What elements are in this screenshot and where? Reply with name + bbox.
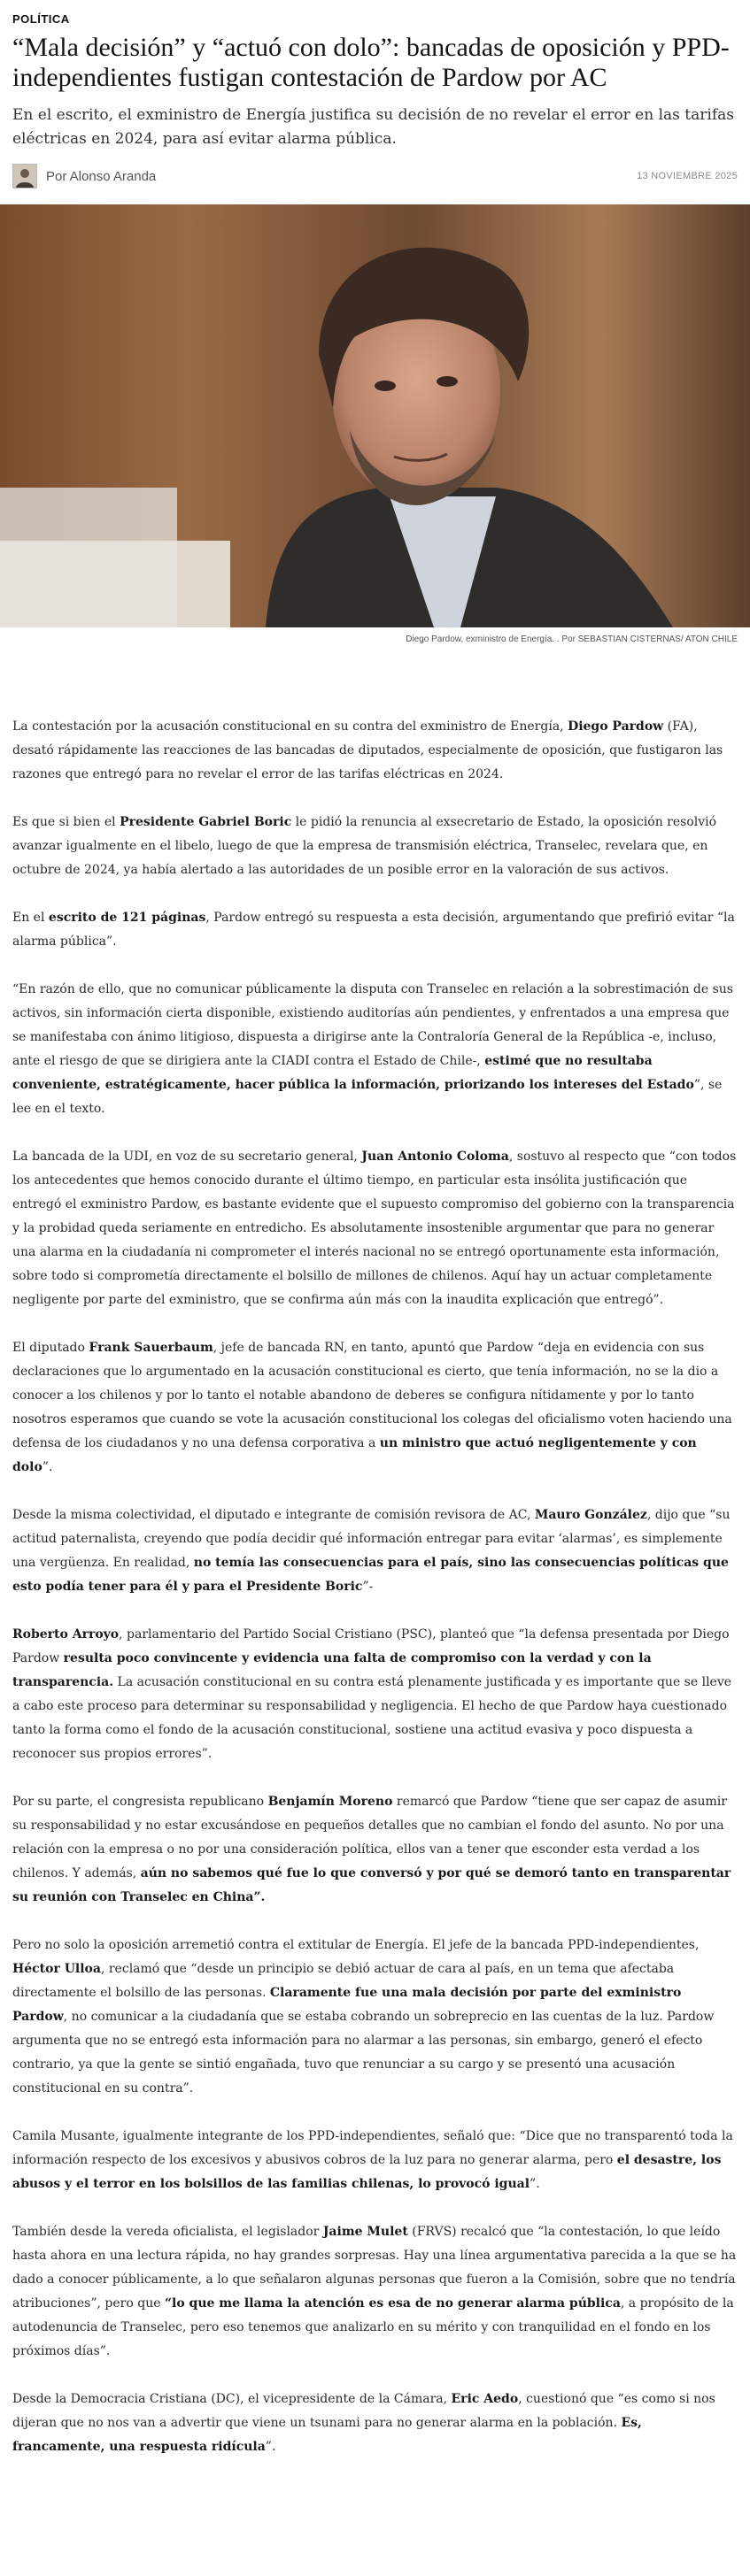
emphasis-text: un ministro que actuó negligentemente y con dolo <box>12 1436 697 1474</box>
emphasis-text: Eric Aedo <box>451 2392 519 2406</box>
author-avatar[interactable] <box>12 164 37 188</box>
article-paragraph <box>12 1790 738 1910</box>
emphasis-text: Benjamín Moreno <box>267 1795 393 1809</box>
byline-row <box>12 164 738 188</box>
paragraph-text: El diputado <box>12 1341 89 1355</box>
paragraph-text: ”. <box>265 2440 276 2454</box>
article-paragraph <box>12 2125 738 2196</box>
paragraph-text: Camila Musante, igualmente integrante de los PPD-independientes, señaló que: “Dice que no transparentó toda la información respecto de los excesivos y abusivos cobros de la luz para no generar alarma, pero <box>12 2129 733 2167</box>
paragraph-text: , jefe de bancada RN, en tanto, apuntó que Pardow “deja en evidencia con sus declaraciones que lo argumentado en la acusación constitucional es cierto, que tenía información, no se la dio a conocer a los chilenos y por lo tanto el notable abandono de deberes se configura nítidamente y por lo tanto nosotros esperamos que cuando se vote la acusación constitucional los colegas del oficialismo voten haciendo una defensa de los ciudadanos y no una defensa corporativa a <box>12 1341 732 1450</box>
paragraph-text: , reclamó que “desde un principio se debió actuar de cara al país, en un tema que afectaba directamente el bolsillo de las personas. <box>12 1962 675 2000</box>
paragraph-text: La bancada de la UDI, en voz de su secretario general, <box>12 1150 362 1164</box>
paragraph-text: La contestación por la acusación constitucional en su contra del exministro de Energía, <box>12 719 568 734</box>
byline <box>12 164 156 188</box>
article-paragraph <box>12 2220 738 2364</box>
article-paragraph <box>12 1503 738 1599</box>
emphasis-text: el desastre, los abusos y el terror en los bolsillos de las familias chilenas, lo provocó igual <box>12 2153 722 2191</box>
article-title: “Mala decisión” y “actuó con dolo”: bancadas de oposición y PPD-independientes fustigan contestación de Pardow por AC <box>12 33 730 92</box>
paragraph-text: Desde la Democracia Cristiana (DC), el vicepresidente de la Cámara, <box>12 2392 452 2406</box>
paragraph-text: Es que si bien el <box>12 815 120 829</box>
paragraph-text: le pidió la renuncia al exsecretario de Estado, la oposición resolvió avanzar igualmente en el libelo, luego de que la empresa de transmisión eléctrica, Transelec, revelara que, en octubre de 2024, ya había alertado a las autoridades de un posible error en la valoración de sus activos. <box>12 815 717 877</box>
article-summary: En el escrito, el exministro de Energía justifica su decisión de no revelar el error en las tarifas eléctricas en 2024, para así evitar alarma pública. <box>12 106 734 148</box>
hero-photo <box>0 204 750 627</box>
paragraph-text: La acusación constitucional en su contra está plenamente justificada y es importante que se lleve a cabo este proceso para determinar su responsabilidad y negligencia. El hecho de que Pardow haya cuestionado tanto la forma como el fondo de la acusación constitucional, sostiene una actitud evasiva y poco dispuesta a reconocer sus propios errores”. <box>12 1675 732 1761</box>
paragraph-text: (FRVS) recalcó que “la contestación, lo que leído hasta ahora en una lectura rápida, no hay grandes sorpresas. Hay una línea argumentativa parecida a la que se ha dado a conocer públicamente, a lo que señalaron algunas personas que fueron a la Comisión, sobre que no tendría atribuciones”, pero que <box>12 2225 737 2311</box>
article-paragraph <box>12 906 738 954</box>
paragraph-text: (FA), desató rápidamente las reacciones de las bancadas de diputados, especialmente de oposición, que fustigaron las razones que entregó para no revelar el error de las tarifas eléctricas en 2024. <box>12 719 723 781</box>
emphasis-text: “lo que me llama la atención es esa de no generar alarma pública <box>164 2296 621 2311</box>
emphasis-text: Héctor Ulloa <box>12 1962 101 1976</box>
paragraph-text: También desde la vereda oficialista, el legislador <box>12 2225 323 2239</box>
article-paragraph <box>12 715 738 787</box>
emphasis-text: aún no sabemos qué fue lo que conversó y por qué se demoró tanto en transparentar su reunión con Transelec en China”. <box>12 1866 731 1904</box>
paragraph-text: , a propósito de la autodenuncia de Transelec, pero eso tenemos que analizarlo en su mérito y con tranquilidad en el fondo en los próximos días”. <box>12 2296 734 2358</box>
author-link[interactable]: Por Alonso Aranda <box>46 168 157 184</box>
emphasis-text: Frank Sauerbaum <box>89 1341 213 1355</box>
emphasis-text: Es, francamente, una respuesta ridícula <box>12 2416 642 2454</box>
emphasis-text: Diego Pardow <box>568 719 664 734</box>
emphasis-text: resulta poco convincente y evidencia una falta de compromiso con la verdad y con la transparencia. <box>12 1651 652 1689</box>
article-paragraph <box>12 978 738 1121</box>
paragraph-text: , sostuvo al respecto que “con todos los antecedentes que hemos conocido durante el último tiempo, en particular esta insólita justificación que entregó el exministro Pardow, es bastante evidente que el supuesto compromiso del gobierno con la transparencia y la probidad queda seriamente en entredicho. Es absolutamente insostenible argumentar que para no generar una alarma en la ciudadanía ni comprometer el interés nacional no se entregó oportunamente esta información, sobre todo si comprometía directamente el bolsillo de millones de chilenos. Aquí hay un actuar completamente negligente por parte del exministro, que se confirma aún más con la inaudita explicación que entregó”. <box>12 1150 737 1307</box>
paragraph-text: ”- <box>362 1580 374 1594</box>
paragraph-text: , cuestionó que “es como si nos dijeran que no nos van a advertir que viene un tsunami para no generar alarma en la población. <box>12 2392 715 2430</box>
emphasis-text: Juan Antonio Coloma <box>361 1150 509 1164</box>
paragraph-text: , Pardow entregó su respuesta a esta decisión, argumentando que prefirió evitar “la alarma pública”. <box>12 911 735 949</box>
image-caption: Diego Pardow, exministro de Energía. . Por SEBASTIAN CISTERNAS/ ATON CHILE <box>406 634 738 644</box>
paragraph-text: Desde la misma colectividad, el diputado e integrante de comisión revisora de AC, <box>12 1508 535 1522</box>
article-paragraph <box>12 811 738 882</box>
article-paragraph <box>12 1934 738 2101</box>
paragraph-text: ”, se lee en el texto. <box>12 1078 723 1116</box>
emphasis-text: Jaime Mulet <box>322 2225 408 2239</box>
paragraph-text: Pero no solo la oposición arremetió contra el extitular de Energía. El jefe de la bancada PPD-independientes, <box>12 1938 700 1952</box>
paragraph-text: ”. <box>42 1460 53 1474</box>
emphasis-text: Claramente fue una mala decisión por parte del exministro Pardow <box>12 1986 682 2024</box>
emphasis-text: escrito de 121 páginas <box>48 911 206 925</box>
paragraph-text: “En razón de ello, que no comunicar públicamente la disputa con Transelec en relación a la sobrestimación de sus activos, sin información cierta disponible, existiendo auditorías aún pendientes, y enfrentados a una empresa que se manifestaba con ánimo litigioso, dispuesta a dirigirse ante la Contraloría General de la República -e, incluso, ante el riesgo de que se dirigiera ante la CIADI contra el Estado de Chile-, <box>12 982 733 1068</box>
paragraph-text: , no comunicar a la ciudadanía que se estaba cobrando un sobreprecio en las cuentas de la luz. Pardow argumenta que no se entregó esta información para no alarmar a las personas, sin embargo, generó el efecto contrario, ya que la gente se sintió engañada, tuvo que renunciar a su cargo y se presentó una acusación constitucional en su contra”. <box>12 2010 715 2095</box>
section-label[interactable]: POLÍTICA <box>12 12 70 26</box>
publish-date: 13 NOVIEMBRE 2025 <box>637 171 738 181</box>
paragraph-text: En el <box>12 911 49 925</box>
article-paragraph <box>12 1623 738 1766</box>
paragraph-text: , parlamentario del Partido Social Cristiano (PSC), planteó que “la defensa presentada por Diego Pardow <box>12 1627 730 1665</box>
article-body <box>12 715 738 2459</box>
author-avatar-icon <box>13 165 36 188</box>
paragraph-text: Por su parte, el congresista republicano <box>12 1795 268 1809</box>
article-paragraph <box>12 1145 738 1312</box>
paragraph-text: , dijo que “su actitud paternalista, creyendo que podía decidir qué información entregar para evitar ‘alarmas’, es simplemente una vergüenza. En realidad, <box>12 1508 731 1570</box>
emphasis-text: Mauro González <box>534 1508 647 1522</box>
emphasis-text: no temía las consecuencias para el país, sino las consecuencias políticas que esto podía tener para él y para el Presidente Boric <box>12 1556 729 1594</box>
emphasis-text: Presidente Gabriel Boric <box>120 815 292 829</box>
paragraph-text: ”. <box>530 2177 540 2191</box>
paragraph-text: remarcó que Pardow “tiene que ser capaz de asumir su responsabilidad y no estar excusándose en pequeños detalles que no cambian el fondo del asunto. No por una relación con la empresa o no por una consideración política, ellos van a tener que esconder esta verdad a los chilenos. Y además, <box>12 1795 727 1880</box>
emphasis-text: estimé que no resultaba conveniente, estratégicamente, hacer pública la información, priorizando los intereses del Estado <box>12 1054 694 1092</box>
article-paragraph <box>12 1336 738 1480</box>
article-paragraph <box>12 2388 738 2459</box>
emphasis-text: Roberto Arroyo <box>12 1627 120 1642</box>
